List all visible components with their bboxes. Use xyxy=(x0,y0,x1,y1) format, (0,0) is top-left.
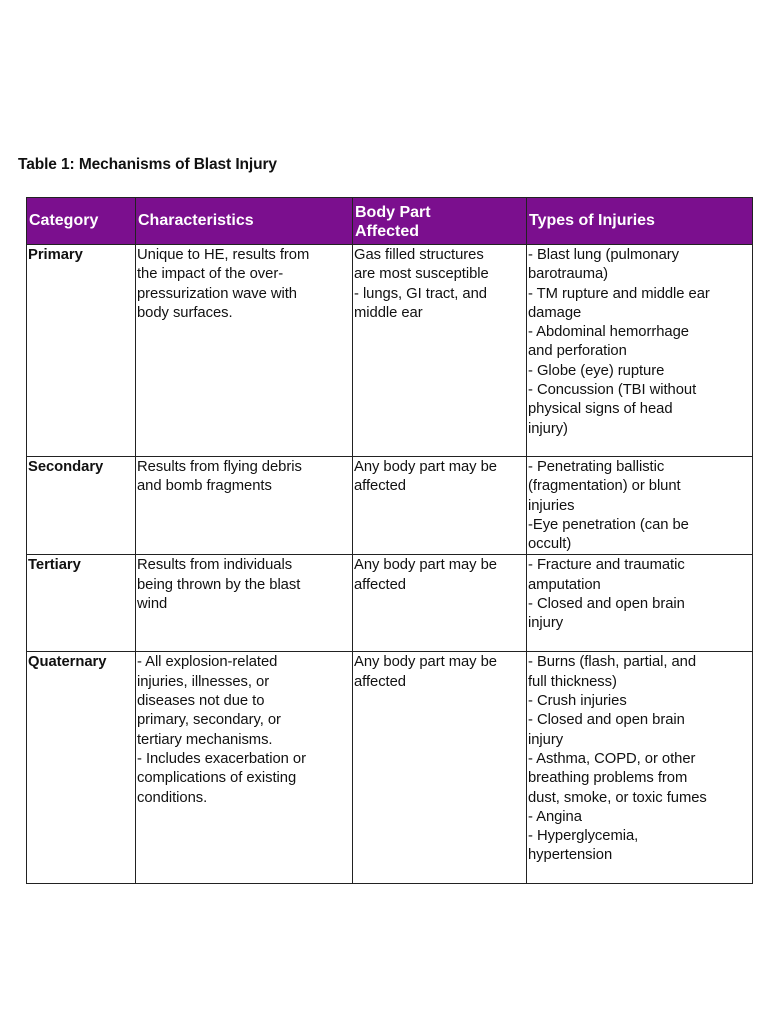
cell-injuries: - Fracture and traumatic amputation - Closed and open brain injury xyxy=(527,555,753,652)
cell-category: Primary xyxy=(27,245,136,457)
cell-characteristics: Results from individuals being thrown by the blast wind xyxy=(136,555,353,652)
cell-body-part: Gas filled structures are most susceptible - lungs, GI tract, and middle ear xyxy=(353,245,527,457)
header-types-of-injuries: Types of Injuries xyxy=(527,198,753,245)
header-body-part: Body Part Affected xyxy=(353,198,527,245)
cell-characteristics: Results from flying debris and bomb fragments xyxy=(136,457,353,555)
table-title: Table 1: Mechanisms of Blast Injury xyxy=(18,156,277,173)
table-row-tertiary xyxy=(27,555,753,652)
header-characteristics: Characteristics xyxy=(136,198,353,245)
cell-characteristics: Unique to HE, results from the impact of the over- pressurization wave with body surfaces. xyxy=(136,245,353,457)
cell-body-part: Any body part may be affected xyxy=(353,457,527,555)
cell-injuries: - Penetrating ballistic (fragmentation) or blunt injuries -Eye penetration (can be occult) xyxy=(527,457,753,555)
table-row-primary xyxy=(27,245,753,457)
cell-body-part: Any body part may be affected xyxy=(353,652,527,884)
cell-category: Quaternary xyxy=(27,652,136,884)
blast-injury-table xyxy=(26,197,753,884)
header-category: Category xyxy=(27,198,136,245)
cell-injuries: - Burns (flash, partial, and full thickness) - Crush injuries - Closed and open brain injury - Asthma, COPD, or other breathing problems from dust, smoke, or toxic fumes - Angina - Hyperglycemia, hypertension xyxy=(527,652,753,884)
cell-category: Tertiary xyxy=(27,555,136,652)
table-row-secondary xyxy=(27,457,753,555)
table-row-quaternary xyxy=(27,652,753,884)
cell-injuries: - Blast lung (pulmonary barotrauma) - TM rupture and middle ear damage - Abdominal hemorrhage and perforation - Globe (eye) rupture - Concussion (TBI without physical signs of head injury) xyxy=(527,245,753,457)
cell-body-part: Any body part may be affected xyxy=(353,555,527,652)
table-header-row xyxy=(27,198,753,245)
cell-characteristics: - All explosion-related injuries, illnesses, or diseases not due to primary, secondary, or tertiary mechanisms. - Includes exacerbation or complications of existing conditions. xyxy=(136,652,353,884)
cell-category: Secondary xyxy=(27,457,136,555)
